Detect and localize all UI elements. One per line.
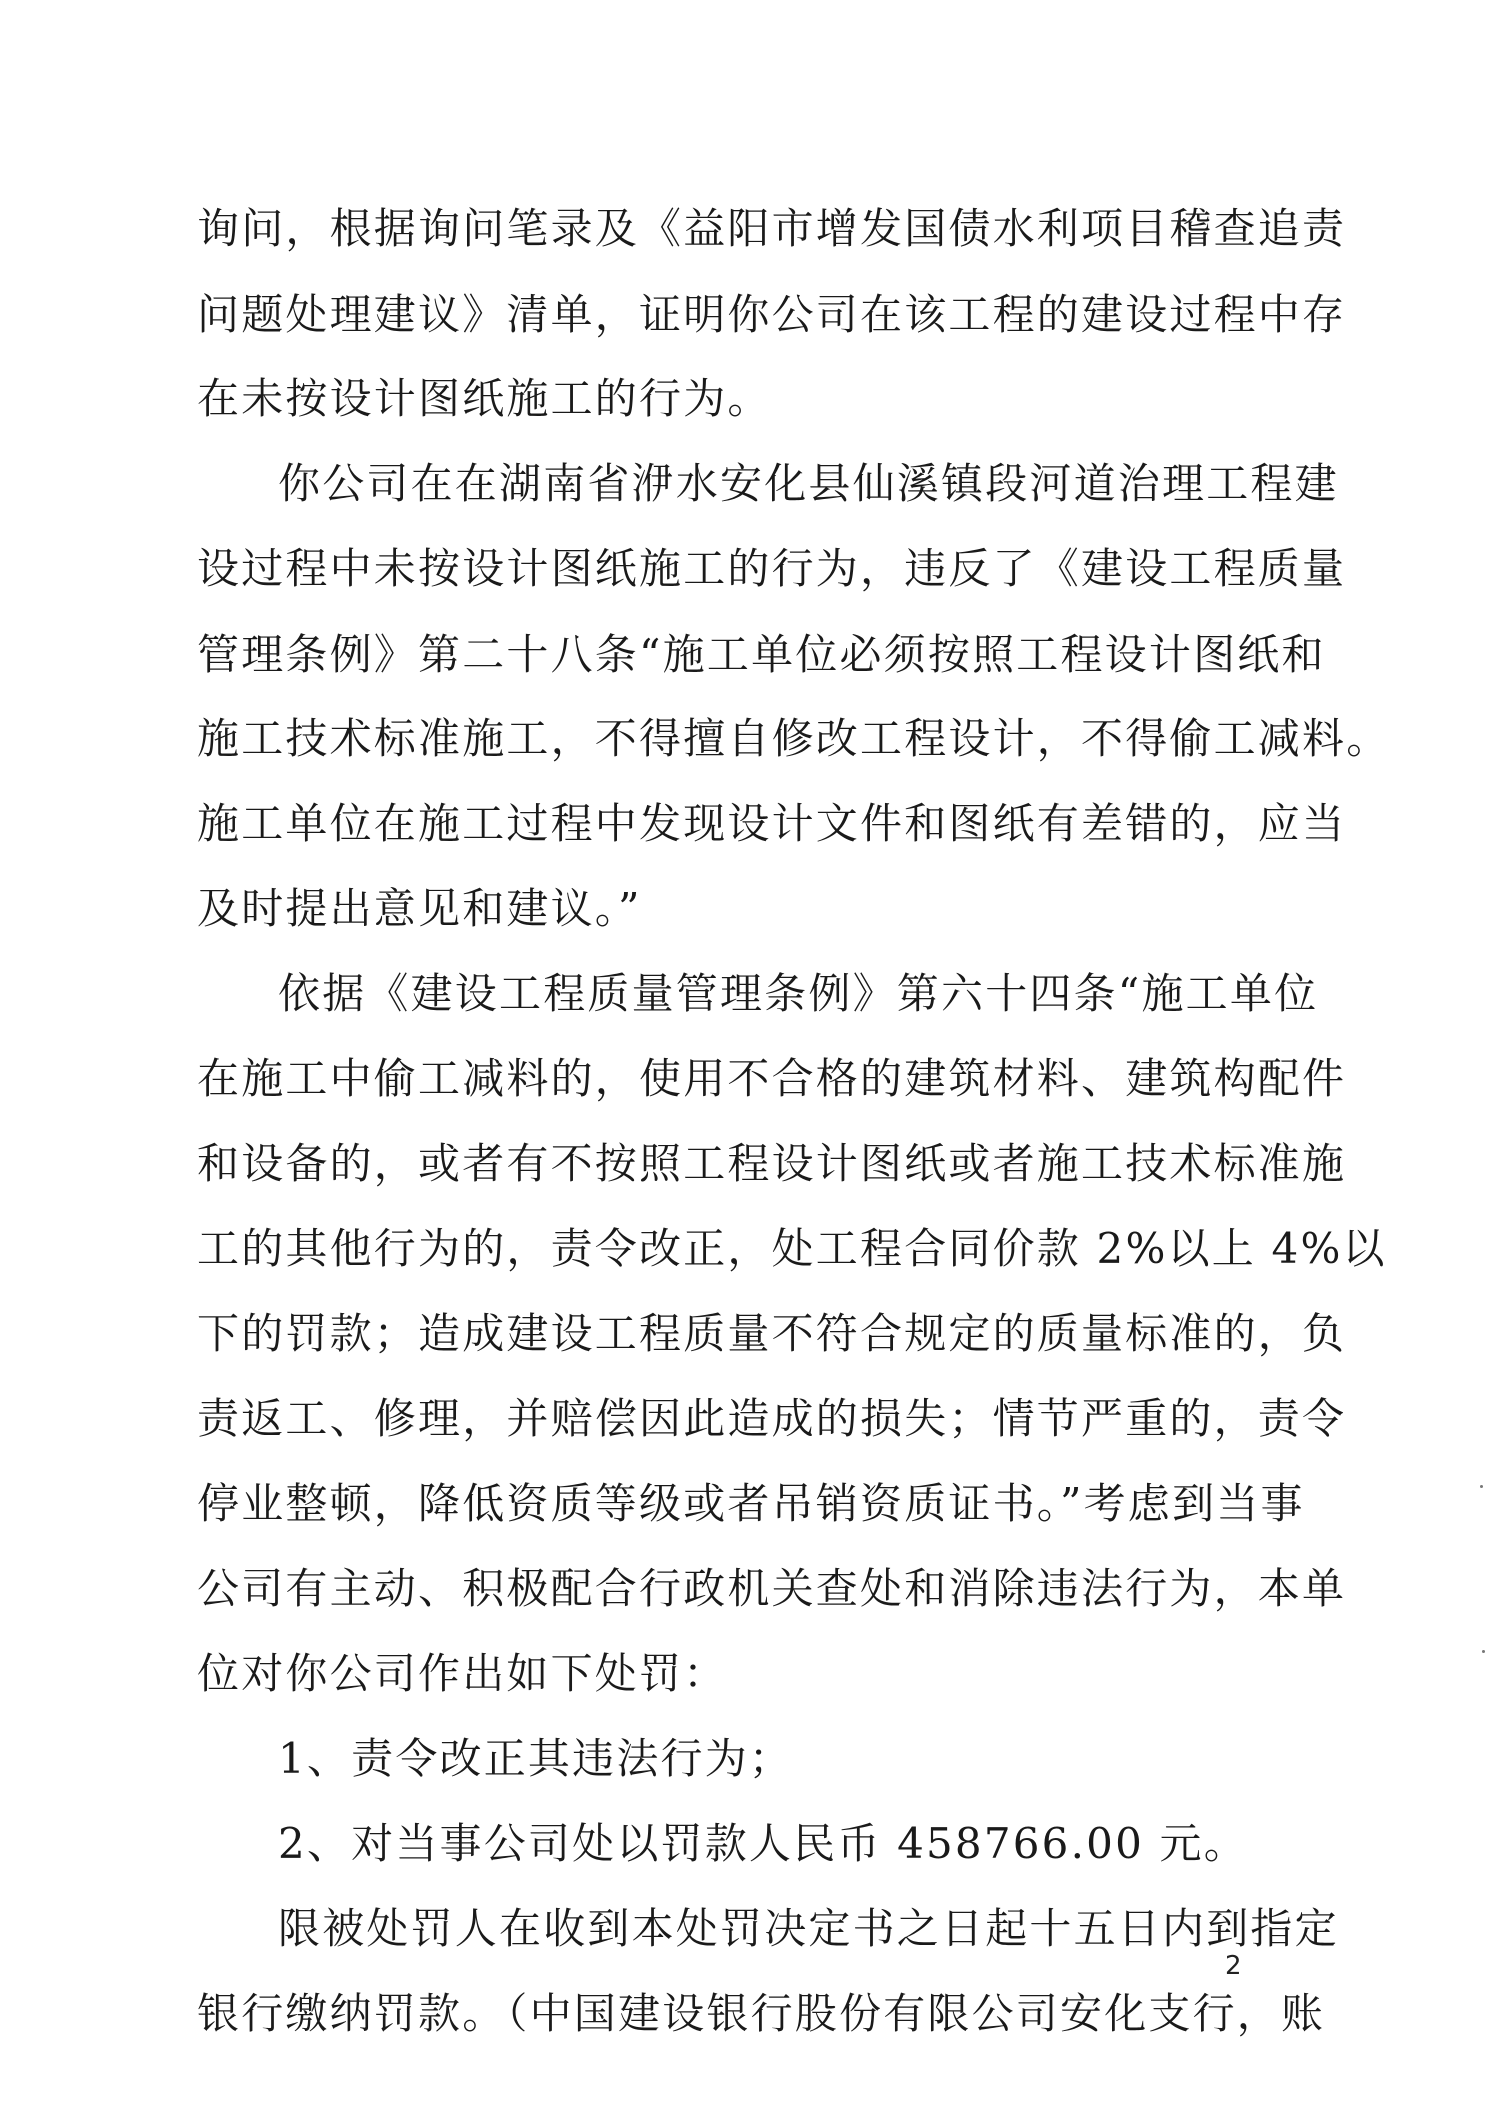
text-line: 问题处理建议》清单，证明你公司在该工程的建设过程中存 [197, 290, 1347, 339]
text-line: 停业整顿，降低资质等级或者吊销资质证书。”考虑到当事 [197, 1479, 1305, 1528]
text-line: 你公司在在湖南省洢水安化县仙溪镇段河道治理工程建 [278, 459, 1339, 508]
text-line: 位对你公司作出如下处罚： [197, 1649, 728, 1698]
text-line: 限被处罚人在收到本处罚决定书之日起十五日内到指定 [278, 1904, 1339, 1953]
page-number: 2 [1225, 1951, 1242, 1981]
text-line: 在施工中偷工减料的，使用不合格的建筑材料、建筑构配件 [197, 1054, 1347, 1103]
text-line: 1、责令改正其违法行为； [278, 1734, 794, 1783]
text-line: 责返工、修理，并赔偿因此造成的损失；情节严重的，责令 [197, 1394, 1347, 1443]
text-line: 询问，根据询问笔录及《益阳市增发国债水利项目稽查追责 [197, 204, 1347, 253]
text-line: 和设备的，或者有不按照工程设计图纸或者施工技术标准施 [197, 1139, 1347, 1188]
scan-mark [1482, 1650, 1485, 1653]
text-line: 下的罚款；造成建设工程质量不符合规定的质量标准的，负 [197, 1309, 1347, 1358]
text-line: 施工单位在施工过程中发现设计文件和图纸有差错的，应当 [197, 799, 1347, 848]
text-line: 银行缴纳罚款。（中国建设银行股份有限公司安化支行，账 [197, 1989, 1326, 2038]
text-line: 工的其他行为的，责令改正，处工程合同价款 2%以上 4%以 [197, 1224, 1387, 1273]
text-line: 及时提出意见和建议。” [197, 884, 642, 933]
text-line: 设过程中未按设计图纸施工的行为，违反了《建设工程质量 [197, 544, 1347, 593]
text-line: 施工技术标准施工，不得擅自修改工程设计，不得偷工减料。 [197, 714, 1391, 763]
text-line: 公司有主动、积极配合行政机关查处和消除违法行为，本单 [197, 1564, 1347, 1613]
text-line: 依据《建设工程质量管理条例》第六十四条“施工单位 [278, 969, 1319, 1018]
text-line: 管理条例》第二十八条“施工单位必须按照工程设计图纸和 [197, 630, 1326, 679]
text-line: 在未按设计图纸施工的行为。 [197, 374, 772, 423]
scan-mark [1480, 1485, 1483, 1488]
text-line: 2、对当事公司处以罚款人民币 458766.00 元。 [278, 1819, 1248, 1868]
